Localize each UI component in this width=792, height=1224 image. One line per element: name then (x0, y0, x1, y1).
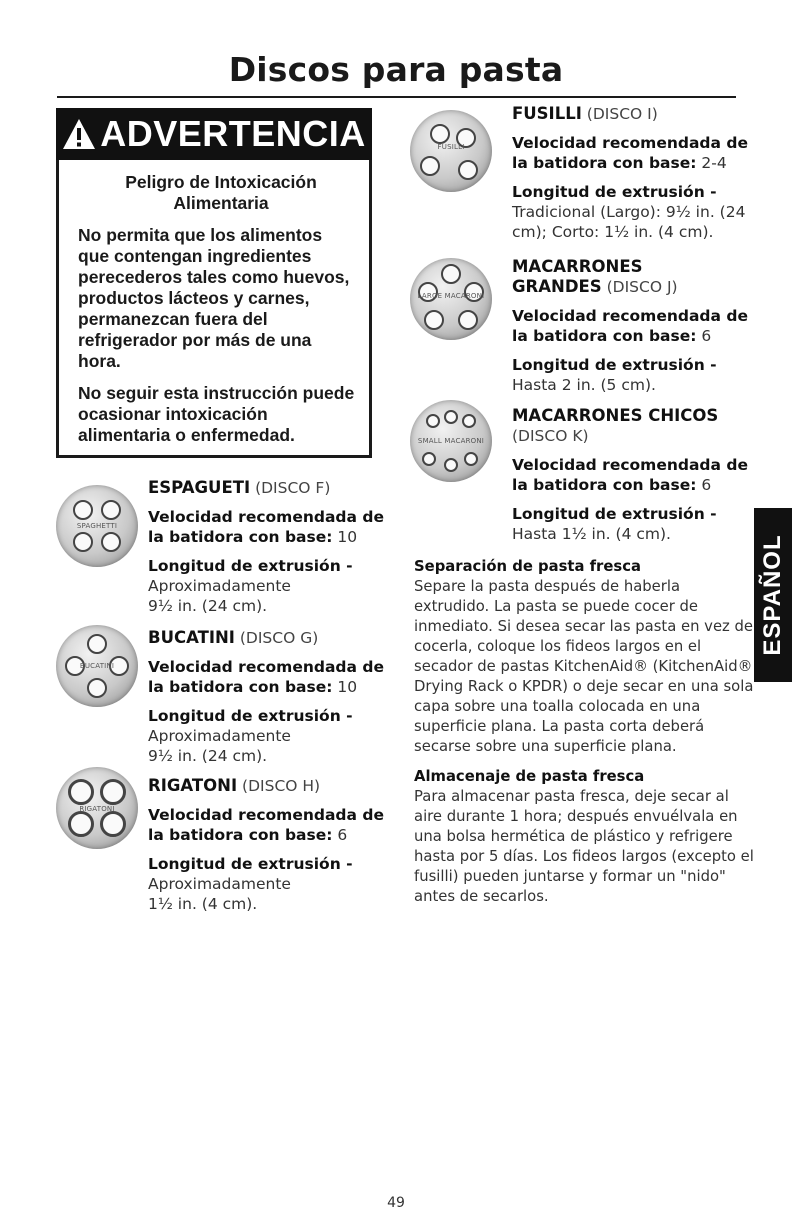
disc-hole (458, 160, 478, 180)
disc-hole (87, 678, 107, 698)
large-macaroni-section (512, 257, 752, 395)
page-number: 49 (387, 1195, 405, 1211)
language-tab-label: ESPAÑOL (759, 534, 786, 656)
separation-section (414, 557, 754, 757)
disc-hole (68, 779, 94, 805)
disc-hole (73, 500, 93, 520)
length-label: Longitud de extrusión - (148, 557, 353, 575)
speed-value: 6 (337, 826, 348, 844)
disc-hole (87, 634, 107, 654)
small-macaroni-section (512, 406, 752, 544)
disc-code: (DISCO G) (239, 629, 319, 647)
disc-hole (430, 124, 450, 144)
disc-name: BUCATINI (148, 628, 235, 647)
speed-label: Velocidad recomendada de la batidora con base: (512, 307, 748, 345)
disc-name: ESPAGUETI (148, 478, 251, 497)
length-label: Longitud de extrusión - (148, 855, 353, 873)
disc-label: FUSILLI (437, 143, 465, 151)
disc-hole (73, 532, 93, 552)
disc-code: (DISCO J) (606, 278, 678, 296)
separation-heading: Separación de pasta fresca (414, 558, 641, 575)
disc-code: (DISCO H) (242, 777, 321, 795)
length-label: Longitud de extrusión - (512, 356, 717, 374)
disc-label: SMALL MACARONI (417, 437, 485, 445)
warning-paragraph-1: No permita que los alimentos que contengan ingredientes perecederos tales como huevos, productos lácteos y carnes, permanezcan fuera del refrigerador por más de una hora. (78, 225, 350, 371)
warning-paragraph-2: No seguir esta instrucción puede ocasionar intoxicación alimentaria o enfermedad. (78, 383, 355, 445)
length-value: Aproximadamente 9½ in. (24 cm). (148, 577, 291, 615)
disc-hole (462, 414, 476, 428)
speed-value: 10 (337, 528, 358, 546)
title-divider (57, 96, 736, 98)
warning-triangle-icon (62, 117, 96, 151)
storage-section (414, 767, 754, 907)
disc-hole (464, 452, 478, 466)
warning-banner (56, 108, 372, 160)
warning-subtitle: Peligro de Intoxicación Alimentaria (125, 172, 317, 213)
disc-name: RIGATONI (148, 776, 238, 795)
spaghetti-disc-image (56, 485, 138, 567)
disc-label: RIGATONI (79, 805, 115, 813)
disc-hole (100, 811, 126, 837)
speed-value: 2-4 (701, 154, 727, 172)
disc-label: BUCATINI (79, 662, 115, 670)
length-label: Longitud de extrusión - (148, 707, 353, 725)
speed-value: 6 (701, 476, 712, 494)
disc-hole (444, 410, 458, 424)
fusilli-section (512, 104, 752, 242)
disc-hole (458, 310, 478, 330)
page-title: Discos para pasta (228, 50, 564, 89)
speed-label: Velocidad recomendada de la batidora con base: (148, 806, 384, 844)
storage-body: Para almacenar pasta fresca, deje secar al aire durante 1 hora; después envuélvala en una bolsa hermética de plástico y refrigere hasta por 5 días. Los fideos largos (excepto el fusilli) pueden juntarse y formar un "nido" antes de secarlos. (414, 788, 754, 905)
bucatini-disc-image (56, 625, 138, 707)
disc-code: (DISCO K) (512, 427, 589, 445)
disc-hole (101, 532, 121, 552)
disc-hole (100, 779, 126, 805)
speed-label: Velocidad recomendada de la batidora con base: (148, 508, 384, 546)
disc-label: SPAGHETTI (76, 522, 118, 530)
rigatoni-section (148, 776, 388, 914)
disc-hole (444, 458, 458, 472)
disc-name: FUSILLI (512, 104, 582, 123)
speed-label: Velocidad recomendada de la batidora con base: (512, 134, 748, 172)
disc-hole (441, 264, 461, 284)
length-value: Aproximadamente 1½ in. (4 cm). (148, 875, 291, 913)
disc-hole (422, 452, 436, 466)
length-value: Aproximadamente 9½ in. (24 cm). (148, 727, 291, 765)
length-value: Hasta 2 in. (5 cm). (512, 376, 656, 394)
disc-code: (DISCO I) (586, 105, 658, 123)
storage-heading: Almacenaje de pasta fresca (414, 768, 645, 785)
speed-value: 10 (337, 678, 358, 696)
separation-body: Separe la pasta después de haberla extrudido. La pasta se puede cocer de inmediato. Si desea secar las pasta en vez de cocerla, coloque los fideos largos en el secador de pastas KitchenAid® (KitchenAid® Drying Rack o KPDR) o deje secar en una sola capa sobre una toalla colocada en una superficie plana. La pasta corta deberá secarse sobre una superficie plana. (414, 578, 754, 755)
disc-name: MACARRONES GRANDES (512, 257, 643, 296)
espagueti-section (148, 478, 388, 616)
disc-code: (DISCO F) (255, 479, 331, 497)
disc-hole (420, 156, 440, 176)
length-value: Tradicional (Largo): 9½ in. (24 cm); Corto: 1½ in. (4 cm). (512, 203, 746, 241)
disc-hole (68, 811, 94, 837)
disc-label: LARGE MACARONI (417, 292, 485, 300)
small-macaroni-disc-image (410, 400, 492, 482)
length-value: Hasta 1½ in. (4 cm). (512, 525, 671, 543)
length-label: Longitud de extrusión - (512, 505, 717, 523)
length-label: Longitud de extrusión - (512, 183, 717, 201)
disc-hole (424, 310, 444, 330)
speed-label: Velocidad recomendada de la batidora con base: (148, 658, 384, 696)
warning-body (78, 172, 358, 457)
disc-hole (426, 414, 440, 428)
disc-hole (101, 500, 121, 520)
fusilli-disc-image (410, 110, 492, 192)
rigatoni-disc-image (56, 767, 138, 849)
warning-banner-text: ADVERTENCIA (100, 113, 366, 154)
speed-label: Velocidad recomendada de la batidora con base: (512, 456, 748, 494)
language-tab (754, 508, 792, 682)
disc-name: MACARRONES CHICOS (512, 406, 719, 425)
bucatini-section (148, 628, 388, 766)
large-macaroni-disc-image (410, 258, 492, 340)
speed-value: 6 (701, 327, 712, 345)
